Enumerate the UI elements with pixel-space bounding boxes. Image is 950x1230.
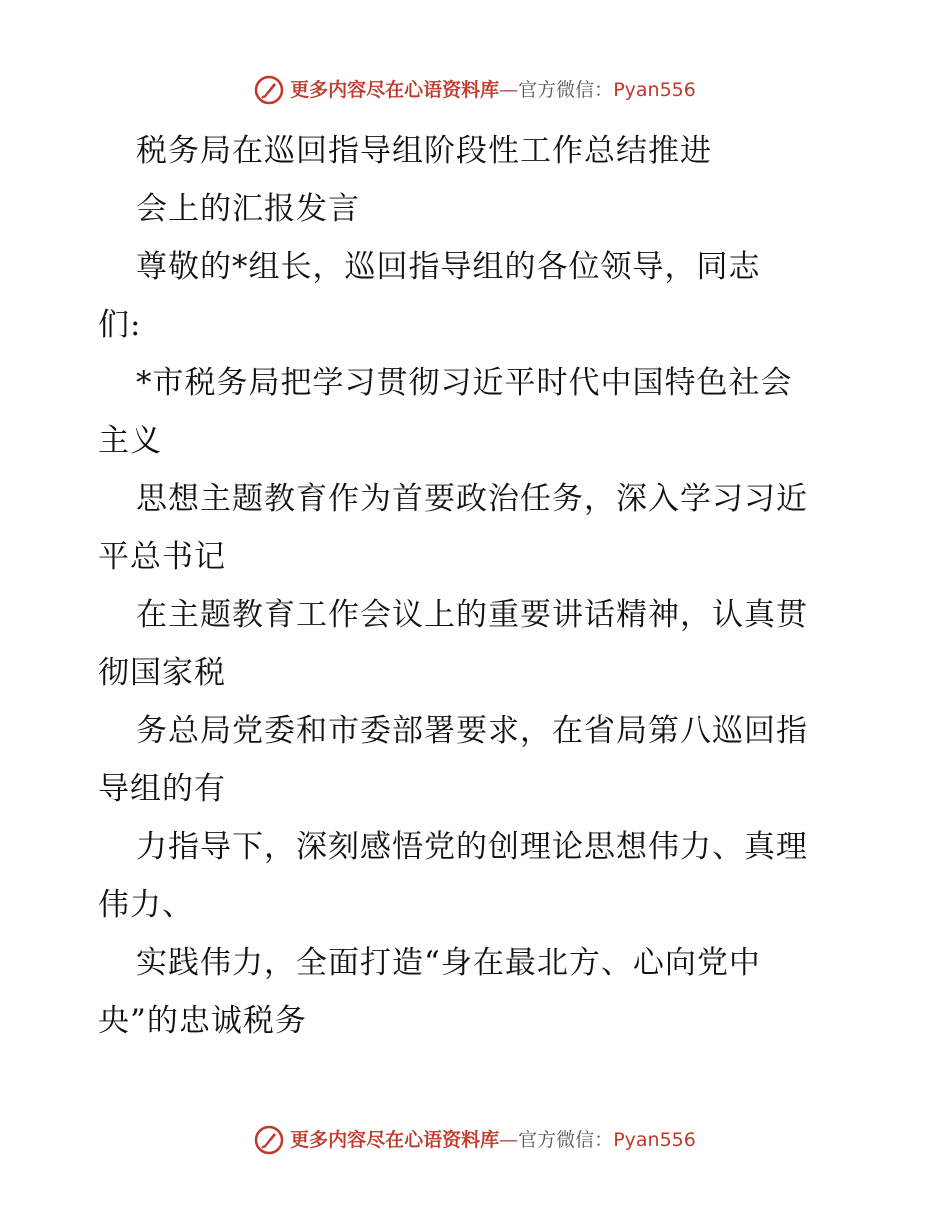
watermark-site: 更多内容尽在心语资料库 bbox=[290, 1129, 500, 1151]
paragraph-wrap: 平总书记 bbox=[98, 539, 226, 575]
paragraph-wrap: 伟力、 bbox=[98, 887, 194, 923]
salutation-wrap: 们: bbox=[98, 307, 142, 343]
paragraph-line: 务总局党委和市委部署要求，在省局第八巡回指 bbox=[136, 713, 808, 749]
watermark-separator: — bbox=[499, 1129, 519, 1151]
title-line-2: 会上的汇报发言 bbox=[136, 191, 360, 227]
paragraph-wrap: 主义 bbox=[98, 423, 162, 459]
paragraph-wrap: 彻国家税 bbox=[98, 655, 226, 691]
paragraph-line: *市税务局把学习贯彻习近平时代中国特色社会 bbox=[136, 365, 793, 401]
watermark-separator: — bbox=[499, 79, 519, 101]
watermark-text bbox=[290, 75, 696, 105]
footer-watermark bbox=[0, 1125, 950, 1155]
paragraph-wrap: 导组的有 bbox=[98, 771, 226, 807]
paragraph-line: 思想主题教育作为首要政治任务，深入学习习近 bbox=[136, 481, 808, 517]
watermark-wechat-label: 官方微信： bbox=[518, 1129, 614, 1151]
paragraph-line: 力指导下，深刻感悟党的创理论思想伟力、真理 bbox=[136, 829, 808, 865]
watermark-text bbox=[290, 1125, 696, 1155]
watermark-site: 更多内容尽在心语资料库 bbox=[290, 79, 500, 101]
document-body bbox=[98, 122, 858, 1050]
header-watermark bbox=[0, 75, 950, 105]
salutation-line: 尊敬的*组长，巡回指导组的各位领导，同志 bbox=[136, 249, 761, 285]
feather-pen-icon bbox=[254, 75, 284, 105]
watermark-wechat-id: Pyan556 bbox=[613, 79, 696, 101]
paragraph-line: 在主题教育工作会议上的重要讲话精神，认真贯 bbox=[136, 597, 808, 633]
watermark-wechat-label: 官方微信： bbox=[518, 79, 614, 101]
watermark-wechat-id: Pyan556 bbox=[613, 1129, 696, 1151]
title-line-1: 税务局在巡回指导组阶段性工作总结推进 bbox=[136, 133, 712, 169]
paragraph-wrap: 央”的忠诚税务 bbox=[98, 1003, 307, 1039]
paragraph-line: 实践伟力，全面打造“身在最北方、心向党中 bbox=[136, 945, 761, 981]
feather-pen-icon bbox=[254, 1125, 284, 1155]
